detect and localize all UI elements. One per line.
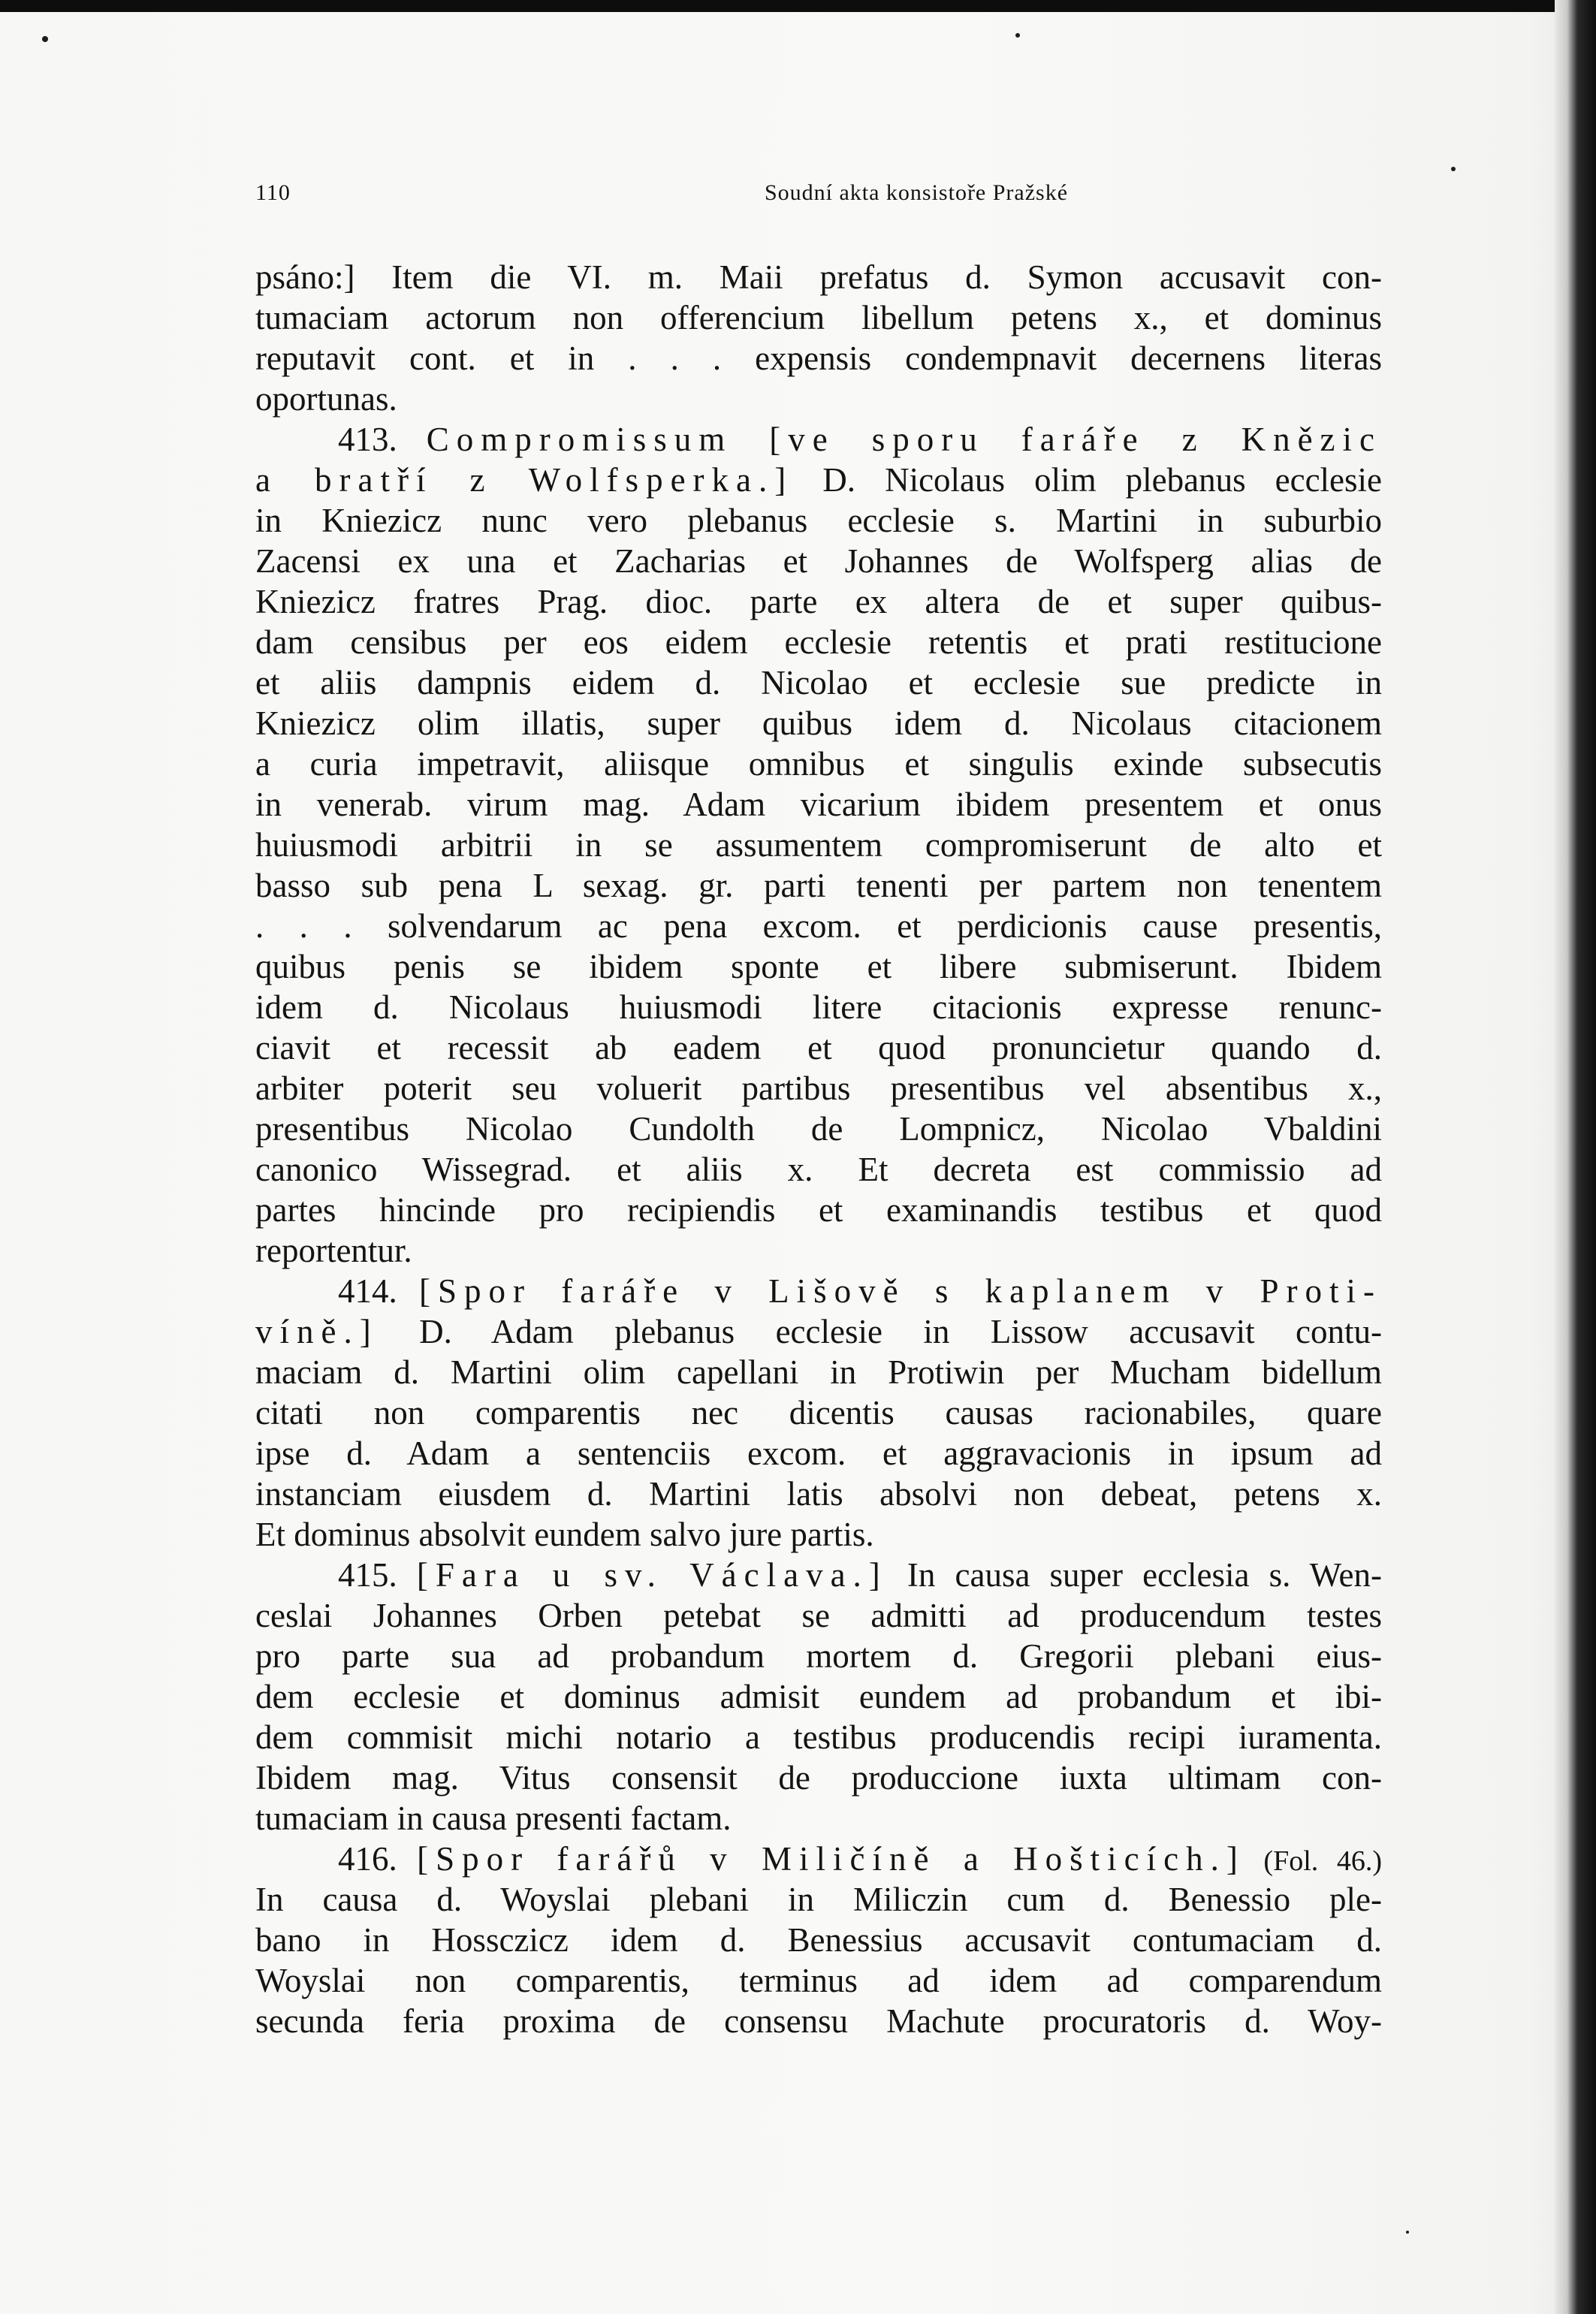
text-line: presentibus Nicolao Cundolth de Lompnicz, Nicolao Vbaldini [255,1110,1382,1148]
entry-number: 415. [338,1556,417,1594]
text-line: ipse d. Adam a sentenciis excom. et aggravacionis in ipsum ad [255,1435,1382,1472]
text-line: Et dominus absolvit eundem salvo jure partis. [255,1516,874,1553]
folio-reference: (Fol. 46.) [1245,1845,1383,1877]
entry-heading: [Fara u sv. Václava.] [416,1556,888,1594]
text-line: tumaciam actorum non offerencium libellum petens x., et dominus [255,299,1382,336]
entry-413-heading-line [255,419,1382,460]
text-line: bano in Hossczicz idem d. Benessius accusavit contumaciam d. [255,1921,1382,1959]
entry-heading: [Spor faráře v Lišově s kaplanem v Proti- [419,1272,1382,1310]
entry-number: 416. [338,1840,418,1878]
text-line: a curia impetravit, aliisque omnibus et singulis exinde subsecutis [255,745,1382,783]
text-line [255,460,1382,500]
text-line: et aliis dampnis eidem d. Nicolao et ecclesie sue predicte in [255,664,1382,701]
scan-top-edge [0,0,1596,12]
text-line: dem ecclesie et dominus admisit eundem ad probandum et ibi- [255,1678,1382,1715]
text-line: Kniezicz fratres Prag. dioc. parte ex altera de et super quibus- [255,583,1382,620]
text-line: Ibidem mag. Vitus consensit de produccione iuxta ultimam con- [255,1759,1382,1797]
entry-number: 414. [338,1272,419,1310]
text-line: dem commisit michi notario a testibus producendis recipi iuramenta. [255,1718,1382,1756]
scan-speck [1015,33,1020,38]
scan-speck [1451,167,1456,171]
entry-text: D. Nicolaus olim plebanus ecclesie [793,461,1383,499]
text-line: dam censibus per eos eidem ecclesie retentis et prati restitucione [255,623,1382,661]
text-line: instanciam eiusdem d. Martini latis absolvi non debeat, petens x. [255,1475,1382,1513]
text-line: in venerab. virum mag. Adam vicarium ibidem presentem et onus [255,786,1382,823]
entry-414-heading-line [255,1271,1382,1311]
text-line: tumaciam in causa presenti factam. [255,1800,732,1837]
entry-number: 413. [338,421,427,458]
text-line: Zacensi ex una et Zacharias et Johannes de Wolfsperg alias de [255,542,1382,580]
text-line: pro parte sua ad probandum mortem d. Gregorii plebani eius- [255,1637,1382,1675]
scan-right-edge [1555,0,1596,2314]
entry-heading: [Spor farářů v Miličíně a Hošticích.] [417,1840,1245,1878]
text-line: Kniezicz olim illatis, super quibus idem d. Nicolaus citacionem [255,704,1382,742]
text-line: ciavit et recessit ab eadem et quod pronuncietur quando d. [255,1029,1382,1066]
entry-text: In causa super ecclesia s. Wen- [887,1556,1382,1594]
running-head [255,180,1382,210]
entry-heading: Compromissum [ve sporu faráře z Knězic [426,421,1382,458]
entry-415-heading-line [255,1555,1382,1595]
text-line: huiusmodi arbitrii in se assumentem compromiserunt de alto et [255,826,1382,864]
text-line: in Kniezicz nunc vero plebanus ecclesie s. Martini in suburbio [255,502,1382,539]
text-line: basso sub pena L sexag. gr. parti tenenti per partem non tenentem [255,867,1382,904]
text-line: In causa d. Woyslai plebani in Miliczin cum d. Benessio ple- [255,1881,1382,1918]
running-title: Soudní akta konsistoře Pražské [764,180,1069,205]
entry-heading: a bratří z Wolfsperka.] [255,461,794,499]
text-line: maciam d. Martini olim capellani in Protiwin per Mucham bidellum [255,1353,1382,1391]
text-line: arbiter poterit seu voluerit partibus presentibus vel absentibus x., [255,1070,1382,1107]
text-line: ceslai Johannes Orben petebat se admitti ad producendum testes [255,1597,1382,1634]
text-line: oportunas. [255,380,397,418]
page-number: 110 [255,180,291,205]
text-line: quibus penis se ibidem sponte et libere submiserunt. Ibidem [255,948,1382,985]
text-line: psáno:] Item die VI. m. Maii prefatus d. Symon accusavit con- [255,258,1382,296]
entry-heading: víně.] [255,1313,379,1350]
text-line: reportentur. [255,1232,412,1269]
text-line: Woyslai non comparentis, terminus ad idem ad comparendum [255,1962,1382,1999]
text-line: secunda feria proxima de consensu Machute procuratoris d. Woy- [255,2002,1382,2040]
text-line: citati non comparentis nec dicentis causas racionabiles, quare [255,1394,1382,1432]
scan-speck [1406,2231,1409,2234]
entry-416-heading-line [255,1839,1382,1879]
text-line: idem d. Nicolaus huiusmodi litere citacionis expresse renunc- [255,988,1382,1026]
text-line: canonico Wissegrad. et aliis x. Et decreta est commissio ad [255,1151,1382,1188]
text-line [255,1311,1382,1352]
text-line: . . . solvendarum ac pena excom. et perdicionis cause presentis, [255,907,1382,945]
scan-speck [42,36,48,42]
entry-text: D. Adam plebanus ecclesie in Lissow accusavit contu- [378,1313,1382,1350]
body-text [255,257,1382,2041]
text-line: reputavit cont. et in . . . expensis condempnavit decernens literas [255,339,1382,377]
text-line: partes hincinde pro recipiendis et examinandis testibus et quod [255,1191,1382,1229]
